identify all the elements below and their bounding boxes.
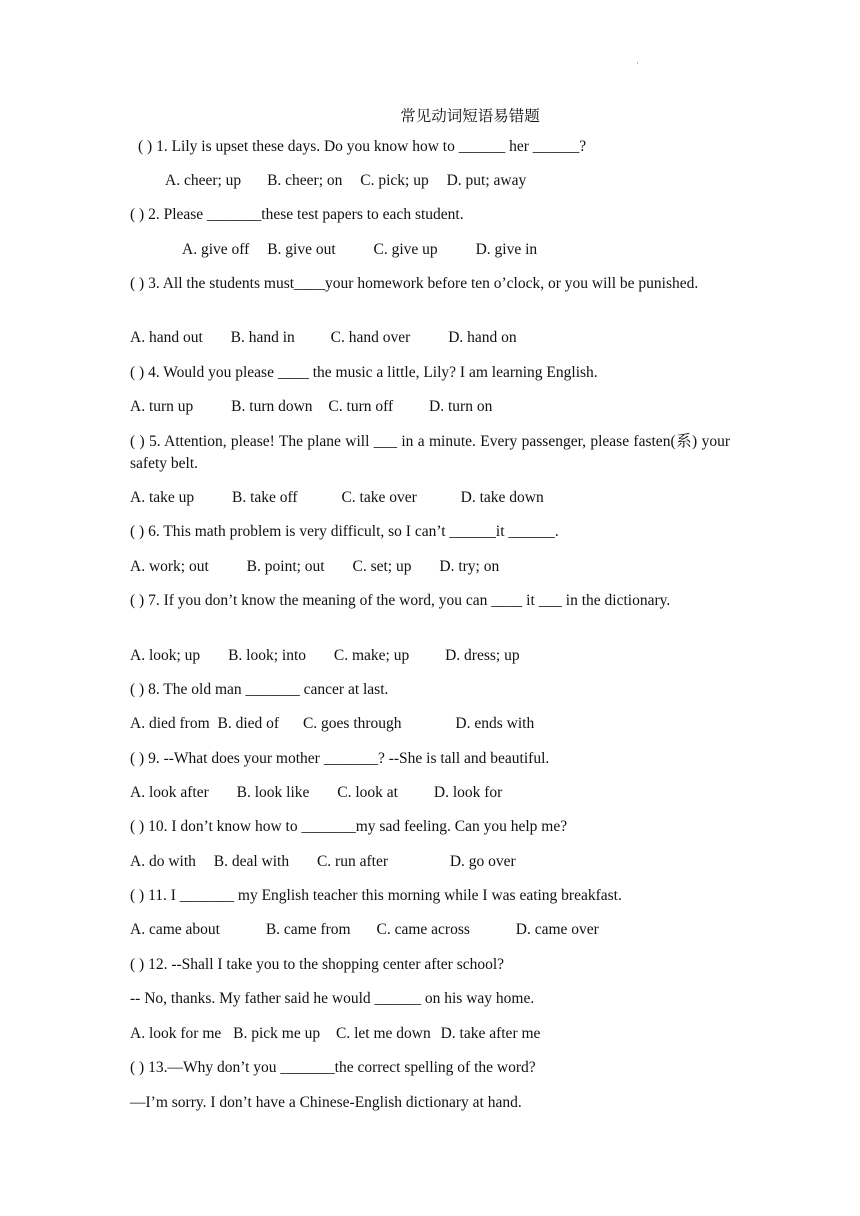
question-11-options [130,920,730,940]
question-5-option-b: B. take off [232,489,298,506]
question-2-options [182,240,782,260]
question-5-option-a: A. take up [130,489,195,506]
question-11-option-d: D. came over [515,921,599,938]
question-3-option-d: D. hand on [448,329,517,346]
question-7-options [130,646,730,666]
question-12-option-c: C. let me down [335,1025,431,1042]
question-12-answer-line: -- No, thanks. My father said he would ______ on his way home. [130,990,535,1007]
question-7-option-d: D. dress; up [445,647,520,664]
question-12-option-d: D. take after me [440,1025,541,1042]
question-11-option-b: B. came from [265,921,351,938]
question-10-option-a: A. do with [130,853,196,870]
question-6-options [130,557,730,577]
question-5-option-d: D. take down [460,489,544,506]
question-9-option-b: B. look like [236,784,310,801]
question-2-option-c: C. give up [373,241,438,258]
question-4-options [130,397,730,417]
question-8-option-d: D. ends with [455,715,535,732]
question-5-options [130,488,730,508]
question-2-option-a: A. give off [182,241,250,258]
question-1-option-d: D. put; away [446,172,527,189]
question-10-option-c: C. run after [316,853,388,870]
question-10-stem: ( ) 10. I don’t know how to _______my sad feeling. Can you help me? [130,818,568,835]
question-6-option-a: A. work; out [130,558,209,575]
question-3-stem: ( ) 3. All the students must____your homework before ten o’clock, or you will be punished. [130,275,699,292]
question-2-stem: ( ) 2. Please _______these test papers to each student. [130,206,464,223]
question-13-stem: ( ) 13.—Why don’t you _______the correct spelling of the word? [130,1059,536,1076]
question-1-option-c: C. pick; up [360,172,429,189]
question-2-option-b: B. give out [267,241,336,258]
question-10-option-d: D. go over [449,853,516,870]
question-7-stem: ( ) 7. If you don’t know the meaning of the word, you can ____ it ___ in the dictionary. [130,592,671,609]
question-4-stem: ( ) 4. Would you please ____ the music a little, Lily? I am learning English. [130,364,598,381]
question-5-stem: ( ) 5. Attention, please! The plane will ___ in a minute. Every passenger, please fasten(系) your safety belt. [130,433,730,472]
question-9-option-d: D. look for [433,784,503,801]
question-2-option-d: D. give in [475,241,538,258]
question-9-options [130,783,730,803]
question-5-option-c: C. take over [341,489,417,506]
question-12-option-a: A. look for me [130,1025,222,1042]
question-3-option-a: A. hand out [130,329,203,346]
question-9-option-c: C. look at [337,784,398,801]
question-12-stem: ( ) 12. --Shall I take you to the shopping center after school? [130,956,505,973]
question-8-option-b: B. died of [217,715,280,732]
question-7-option-c: C. make; up [333,647,410,664]
question-4-option-a: A. turn up [130,398,194,415]
question-13-answer-line: —I’m sorry. I don’t have a Chinese-English dictionary at hand. [130,1094,522,1111]
question-11-option-c: C. came across [376,921,470,938]
question-6-stem: ( ) 6. This math problem is very difficult, so I can’t ______it ______. [130,523,559,540]
question-8-option-c: C. goes through [302,715,402,732]
question-8-option-a: A. died from [130,715,210,732]
question-9-option-a: A. look after [130,784,209,801]
question-3-option-c: C. hand over [330,329,411,346]
question-11-stem: ( ) 11. I _______ my English teacher this morning while I was eating breakfast. [130,887,622,904]
question-4-option-b: B. turn down [231,398,313,415]
header-mark: · [636,58,639,68]
question-1-option-b: B. cheer; on [267,172,343,189]
question-4-option-c: C. turn off [328,398,394,415]
question-11-option-a: A. came about [130,921,220,938]
question-1-options [165,171,765,191]
question-1-stem: ( ) 1. Lily is upset these days. Do you know how to ______ her ______? [138,138,587,155]
question-12-option-b: B. pick me up [233,1025,321,1042]
question-6-option-b: B. point; out [246,558,325,575]
question-9-stem: ( ) 9. --What does your mother _______? --She is tall and beautiful. [130,750,550,767]
question-8-options [130,714,730,734]
question-3-options [130,328,730,348]
page-title: 常见动词短语易错题 [400,108,540,125]
question-4-option-d: D. turn on [429,398,493,415]
question-12-options [130,1024,730,1044]
question-8-stem: ( ) 8. The old man _______ cancer at last. [130,681,389,698]
question-10-options [130,852,730,872]
question-6-option-d: D. try; on [439,558,500,575]
question-1-option-a: A. cheer; up [165,172,242,189]
question-6-option-c: C. set; up [352,558,412,575]
question-3-option-b: B. hand in [230,329,295,346]
question-7-option-b: B. look; into [228,647,307,664]
question-7-option-a: A. look; up [130,647,201,664]
question-10-option-b: B. deal with [213,853,290,870]
